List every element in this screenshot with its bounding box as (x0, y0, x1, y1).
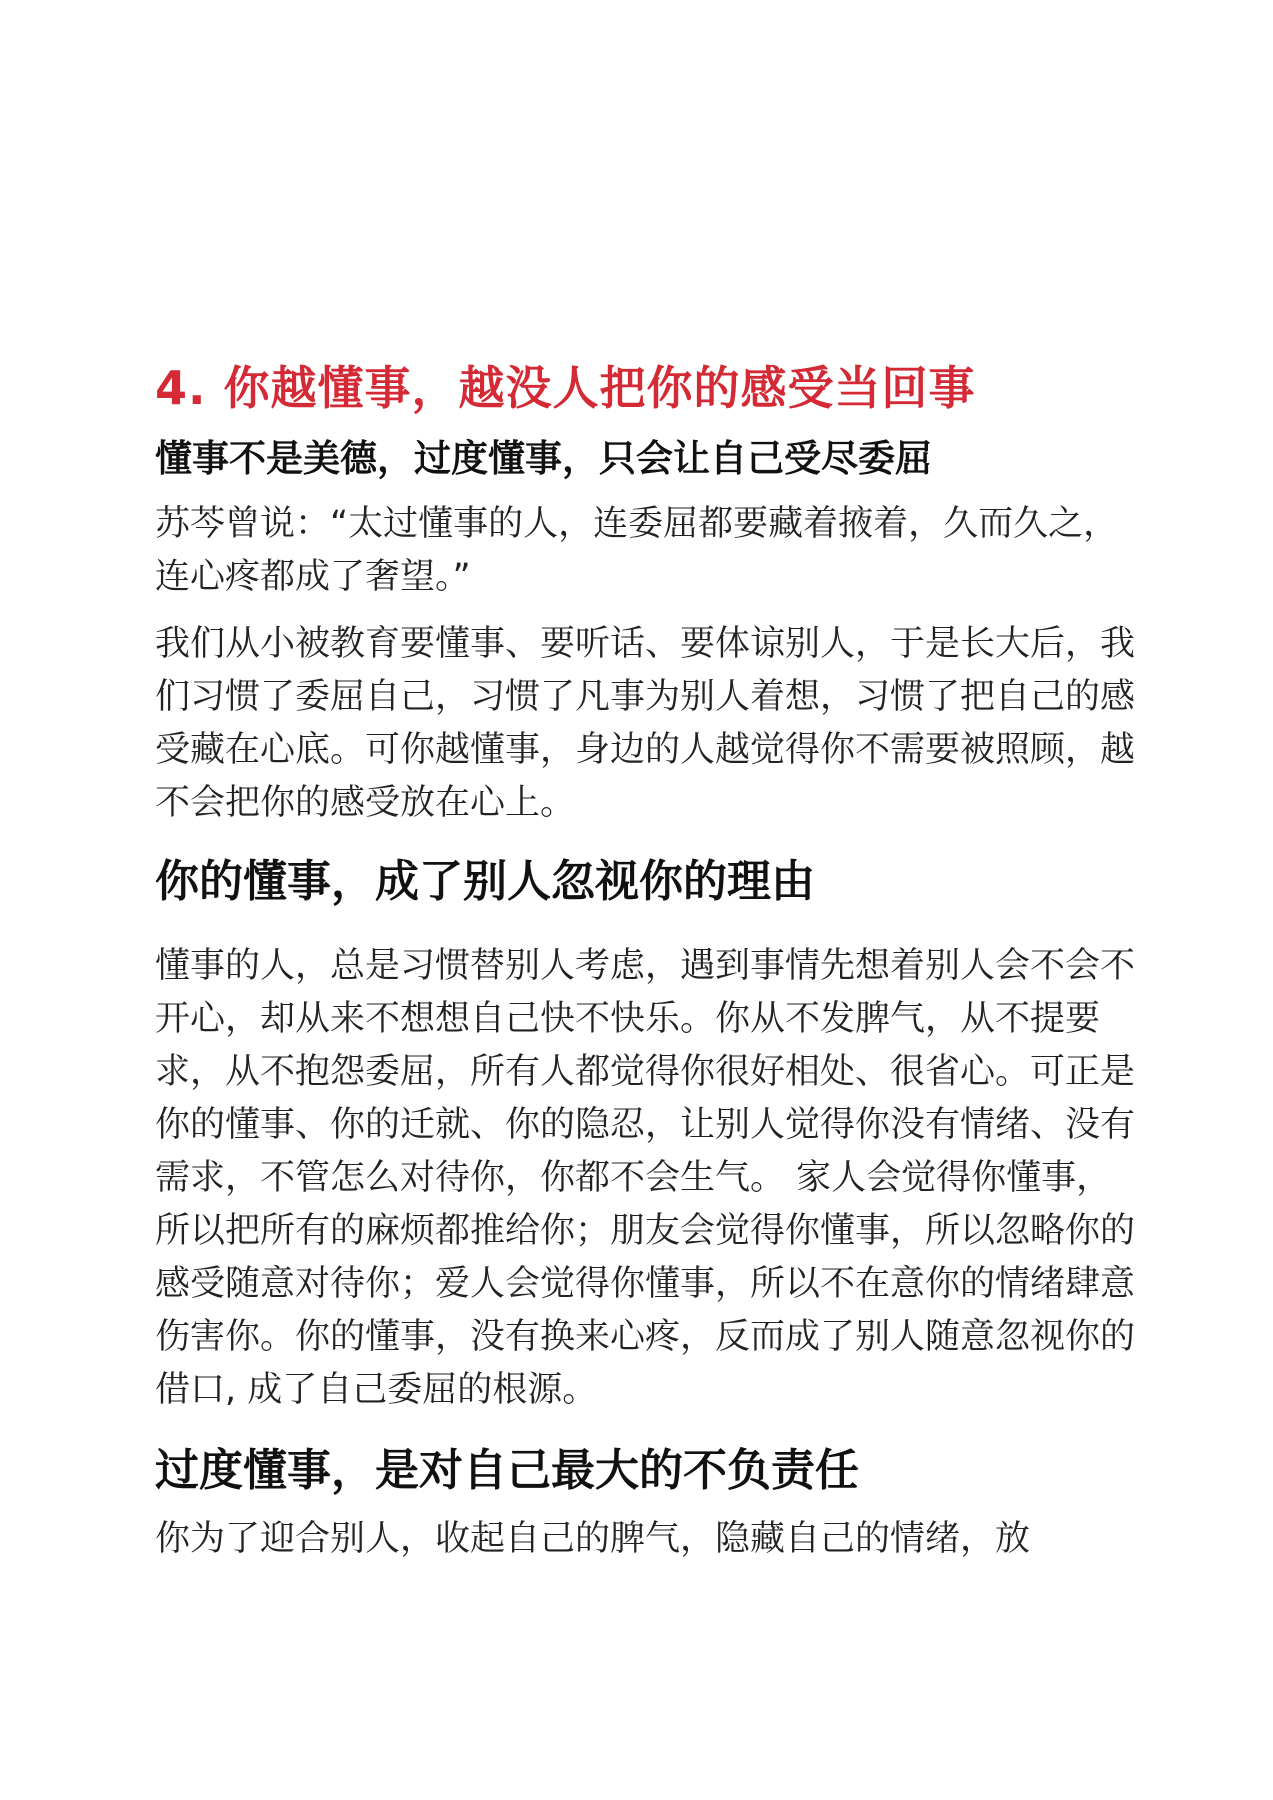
last-paragraph: 你为了迎合别人，收起自己的脾气，隐藏自己的情绪，放 (155, 1519, 1031, 1559)
section-subtitle: 懂事不是美德，过度懂事，只会让自己受尽委屈 (155, 437, 932, 480)
article (155, 355, 1135, 1566)
heading-irresponsible: 过度懂事，是对自己最大的不负责任 (155, 1445, 859, 1496)
heading-ignored-reason: 你的懂事，成了别人忽视你的理由 (155, 856, 815, 907)
quote-paragraph: 苏芩曾说：“太过懂事的人，连委屈都要藏着掖着，久而久之，连心疼都成了奢望。” (155, 504, 1119, 597)
intro-paragraph: 我们从小被教育要懂事、要听话、要体谅别人，于是长大后，我们习惯了委屈自己，习惯了凡事为别人着想，习惯了把自己的感受藏在心底。可你越懂事，身边的人越觉得你不需要被照顾，越不会把你的感受放在心上。 (155, 624, 1136, 823)
section-title: 4. 你越懂事，越没人把你的感受当回事 (155, 361, 976, 415)
body-paragraph: 懂事的人，总是习惯替别人考虑，遇到事情先想着别人会不会不开心，却从来不想想自己快不快乐。你从不发脾气，从不提要求，从不抱怨委屈，所有人都觉得你很好相处、很省心。可正是你的懂事、你的迁就、你的隐忍，让别人觉得你没有情绪、没有需求，不管怎么对待你，你都不会生气。 家人会觉得你懂事，所以把所有的麻烦都推给你；朋友会觉得你懂事，所以忽略你的感受随意对待你；爱人会觉得你懂事，所以不在意你的情绪肆意伤害你。你的懂事，没有换来心疼，反而成了别人随意忽视你的借口, 成了自己委屈的根源。 (155, 946, 1136, 1410)
